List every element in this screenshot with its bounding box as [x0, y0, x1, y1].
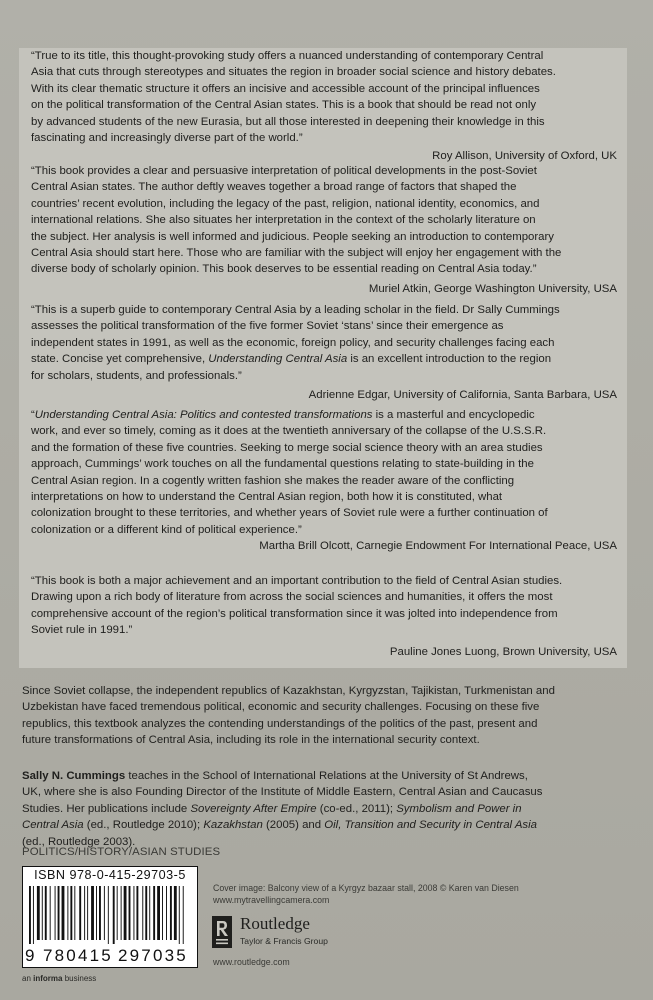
review-allison [31, 48, 617, 164]
review-attribution: Martha Brill Olcott, Carnegie Endowment For International Peace, USA [259, 540, 617, 553]
barcode-icon [29, 886, 191, 944]
book-title-italic: Understanding Central Asia [208, 353, 348, 366]
review-quote: “This book is both a major achievement and an important contribution to the field of Central Asian studies. Drawing upon a rich body of literature from across the social sciences and humanities, it offers the most comprehensive account of the region’s political transformation since it was jolted into independence from Soviet rule in 1991.” [31, 575, 563, 637]
subject-category: POLITICS/HISTORY/ASIAN STUDIES [22, 846, 221, 858]
author-bio: Sally N. Cummings teaches in the School of International Relations at the University of St Andrews, UK, where she is also Founding Director of the Institute of Middle Eastern, Central Asian and Caucasus Studies. Her publications include Sovereignty After Empire (co-ed., 2011); Symbolism and Power in Central Asia (ed., Routledge 2010); Kazakhstan (2005) and Oil, Transition and Security in Central Asia (ed., Routledge 2003). [22, 770, 543, 848]
review-line-italic-title: state. Concise yet comprehensive, Understanding Central Asia is an excellent introduction to the region [31, 353, 552, 366]
author-name: Sally N. Cummings [22, 770, 126, 782]
cover-image-credit: Cover image: Balcony view of a Kyrgyz bazaar stall, 2008 © Karen van Diesen www.mytravellingcamera.com [213, 883, 519, 905]
review-attribution: Roy Allison, University of Oxford, UK [432, 150, 617, 163]
barcode-digits-right: 297035 [118, 946, 188, 965]
publisher-name: Routledge [240, 914, 310, 933]
review-quote: “True to its title, this thought-provoking study offers a nuanced understanding of contemporary Central Asia that cuts through stereotypes and situates the region in broader social science and history debates. With its clear thematic structure it offers an incisive and accessible account of the principal influences on the political transformation of the Central Asian states. This is a book that should be read not only by advanced students of the new Eurasia, but all those interested in deepening their knowledge in this fascinating and increasingly diverse part of the world.” [31, 50, 556, 145]
review-edgar [31, 302, 617, 403]
review-attribution: Muriel Atkin, George Washington University, USA [368, 282, 617, 295]
routledge-logo-icon [212, 916, 232, 948]
barcode-digit-lead: 9 [25, 946, 35, 965]
review-attribution: Adrienne Edgar, University of California, Santa Barbara, USA [308, 389, 617, 402]
barcode-digits-left: 780415 [43, 946, 113, 965]
reviews-panel [19, 48, 627, 668]
review-quote: “Understanding Central Asia: Politics and contested transformations is a masterful and encyclopedic work, and ever so timely, coming as it does at the twentieth anniversary of the collapse of the U.S.S.R. and the formation of these five countries. Seeking to merge social science theory with an area studies approach, Cummings’ work touches on all the fundamental questions relating to state-building in the Central Asian region. In a cogently written fashion she makes the reader aware of the conflicting interpretations on how to understand the Central Asian region, both how it is constituted, what colonization brought to these territories, and whether years of Soviet rule were a further continuation of colonization or a different kind of political experience.” [31, 407, 617, 538]
publisher-url: www.routledge.com [213, 957, 290, 967]
publisher-group: Taylor & Francis Group [240, 936, 328, 946]
review-attribution: Pauline Jones Luong, Brown University, USA [389, 645, 617, 658]
review-quote: “This is a superb guide to contemporary Central Asia by a leading scholar in the field. Dr Sally Cummings assesses the political transformation of the five former Soviet ‘stans’ since their emergence as independent states in 1991, as well as the economic, foreign policy, and security challenges facing each state. Concise yet comprehensive, Understanding Central Asia is an excellent introduction to the region for scholars, students, and professionals.” [31, 302, 617, 384]
isbn-label: ISBN 978-0-415-29703-5 [34, 868, 186, 882]
book-description: Since Soviet collapse, the independent republics of Kazakhstan, Kyrgyzstan, Tajikistan, Turkmenistan and Uzbekistan have faced tremendous political, economic and security challenges. Focusing on these five republics, this textbook analyzes the contending understandings of the politics of the past, present and future transformations of Central Asia, including its role in the international security context. [22, 685, 555, 747]
informa-business-tag: an informa business [22, 974, 97, 983]
review-olcott [31, 407, 617, 554]
isbn-barcode-box [22, 866, 198, 968]
review-luong [31, 573, 617, 660]
book-title-italic: Understanding Central Asia: Politics and contested transformations [34, 409, 373, 421]
review-line-italic-title: “Understanding Central Asia: Politics and contested transformations is a masterful and encyclopedic [31, 409, 535, 421]
barcode-digits [23, 946, 197, 966]
review-quote: “This book provides a clear and persuasive interpretation of political developments in the post-Soviet Central Asian states. The author deftly weaves together a broad range of factors that shaped the countries’ recent evolution, including the legacy of the past, religion, national identity, economics, and international relations. She also situates her interpretation in the context of the scholarly literature on the subject. Her analysis is well informed and judicious. People seeking an introduction to contemporary Central Asia should start here. Those who are familiar with the subject will enjoy her engagement with the diverse body of scholarly opinion. This book deserves to be essential reading on Central Asia today.” [31, 165, 562, 276]
review-atkin [31, 163, 617, 297]
